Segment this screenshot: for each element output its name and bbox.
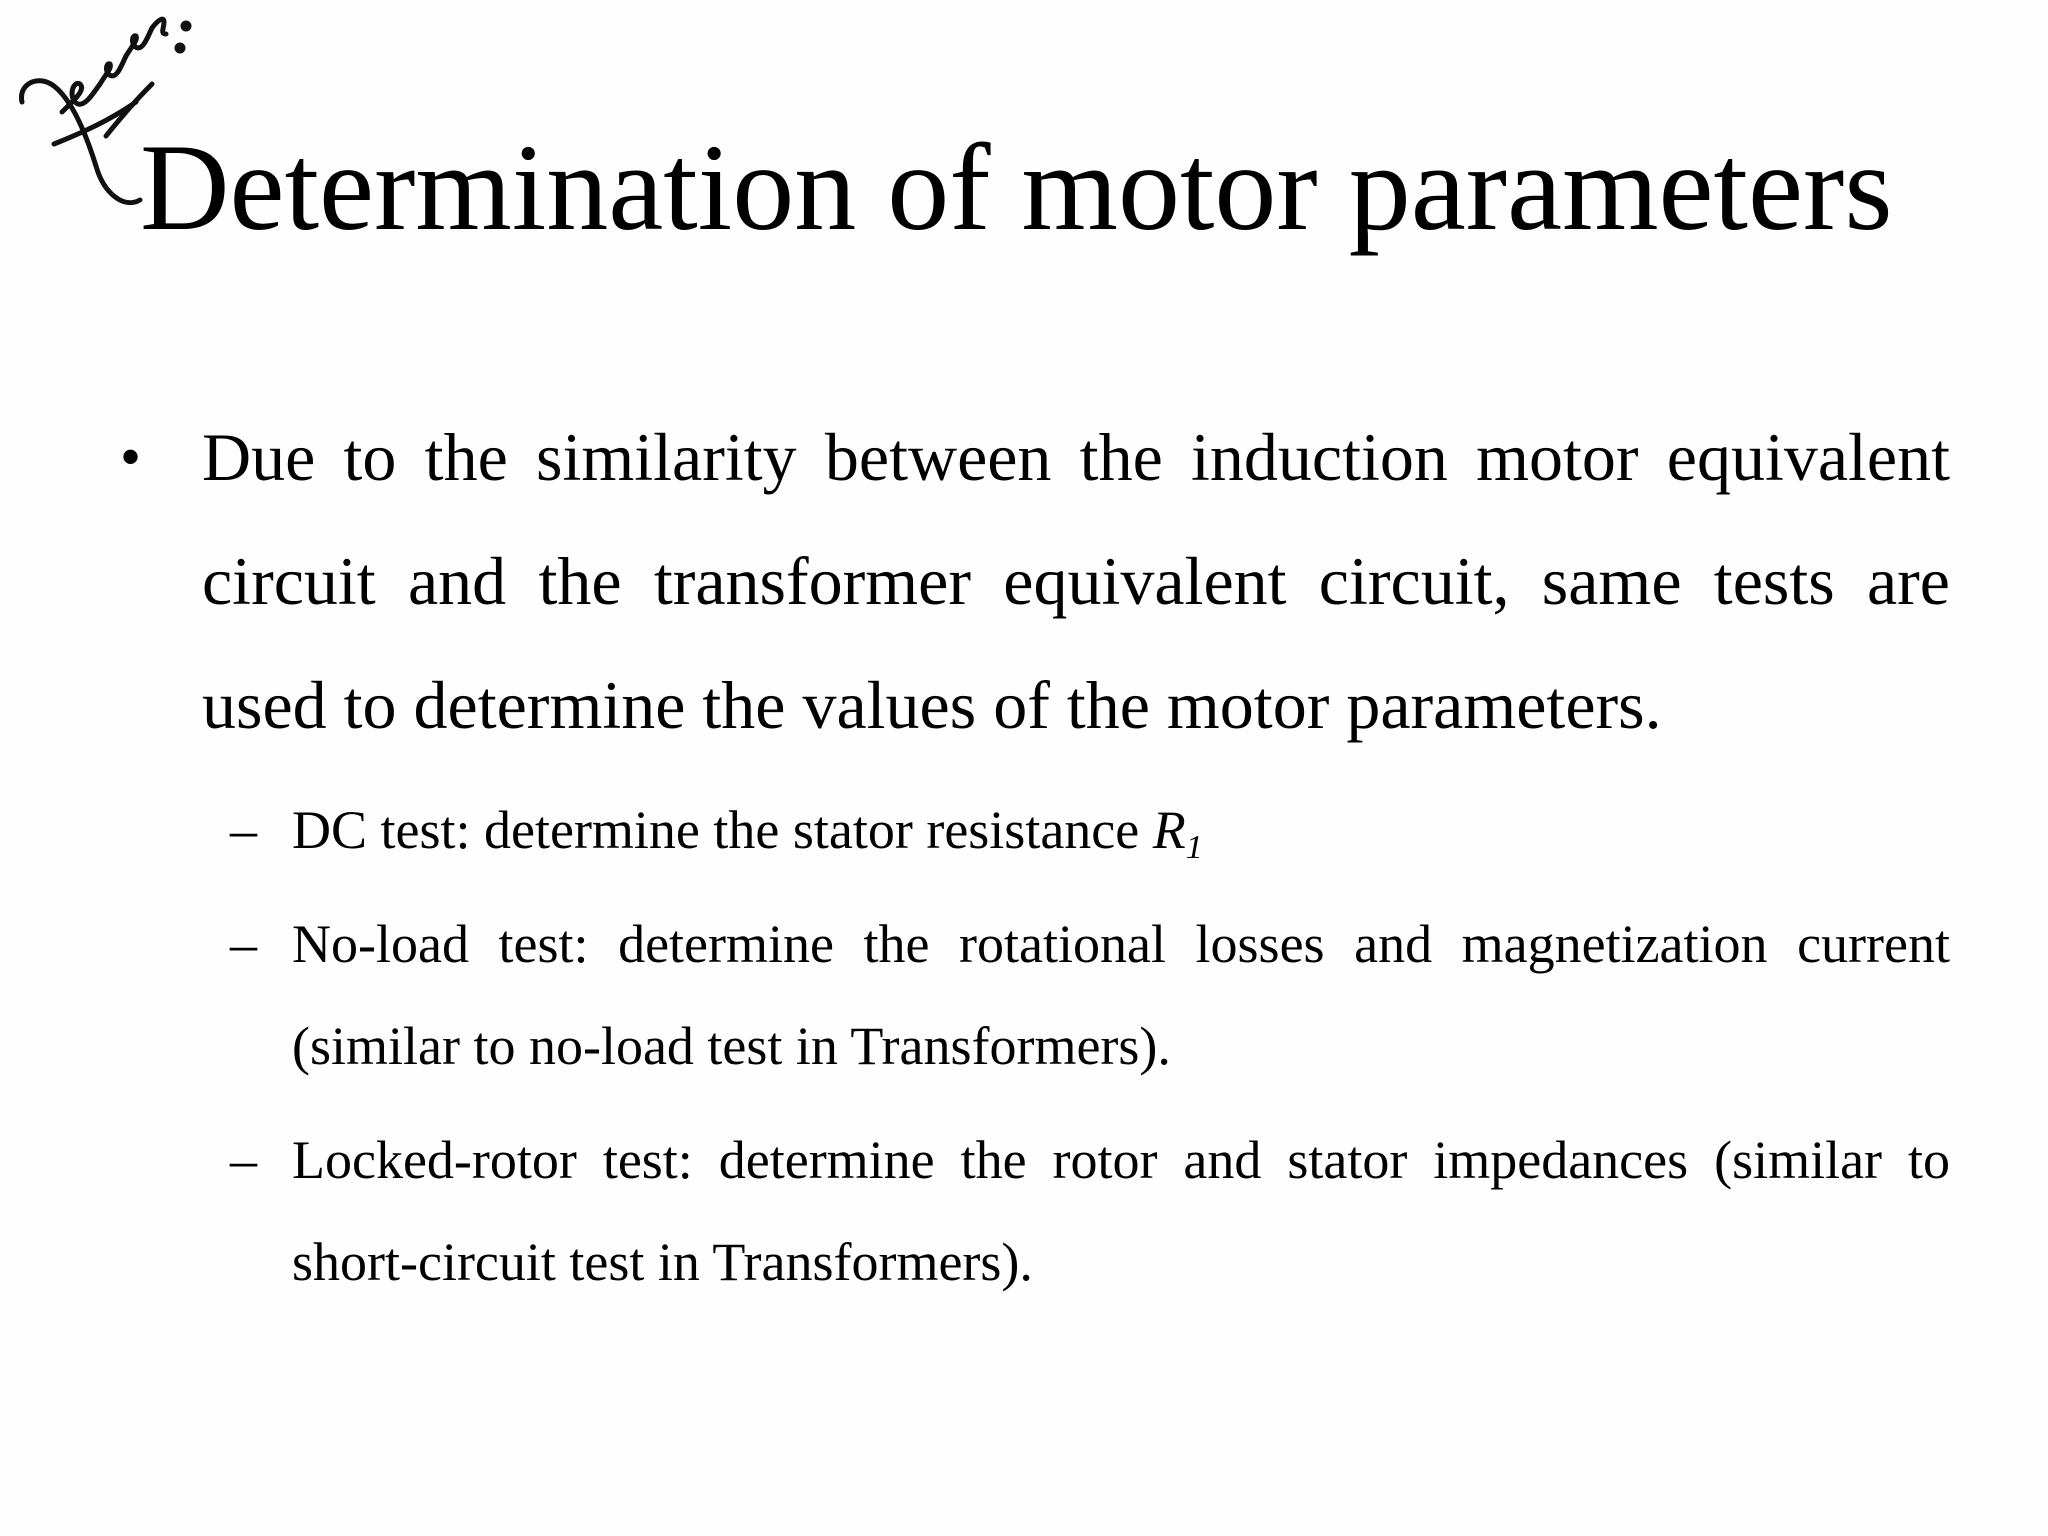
dash-marker: – [230,800,257,860]
slide-title: Determination of motor parameters [140,119,1893,256]
symbol-subscript: 1 [1185,829,1203,866]
sub-list [120,779,1950,1313]
bullet-marker: • [120,424,142,490]
sub-item-no-load-test [230,893,1950,1097]
sub-item-text: No-load test: determine the rotational losses and magnetization current (similar to no-load test in Transformers). [292,914,1950,1076]
content-list [120,395,1950,1325]
dash-marker: – [230,914,257,974]
sub-item-text: DC test: determine the stator resistance [292,800,1153,860]
sub-item-dc-test [230,779,1950,881]
main-bullet-text: Due to the similarity between the induction motor equivalent circuit and the transformer equivalent circuit, same tests are used to determine the values of the motor parameters. [202,419,1950,743]
dash-marker: – [230,1130,257,1190]
sub-item-locked-rotor-test [230,1109,1950,1313]
main-bullet [120,395,1950,767]
symbol-letter: R [1152,800,1186,860]
stator-resistance-symbol [1152,800,1203,866]
sub-item-text: Locked-rotor test: determine the rotor and stator impedances (similar to short-circuit test in Transformers). [292,1130,1950,1292]
